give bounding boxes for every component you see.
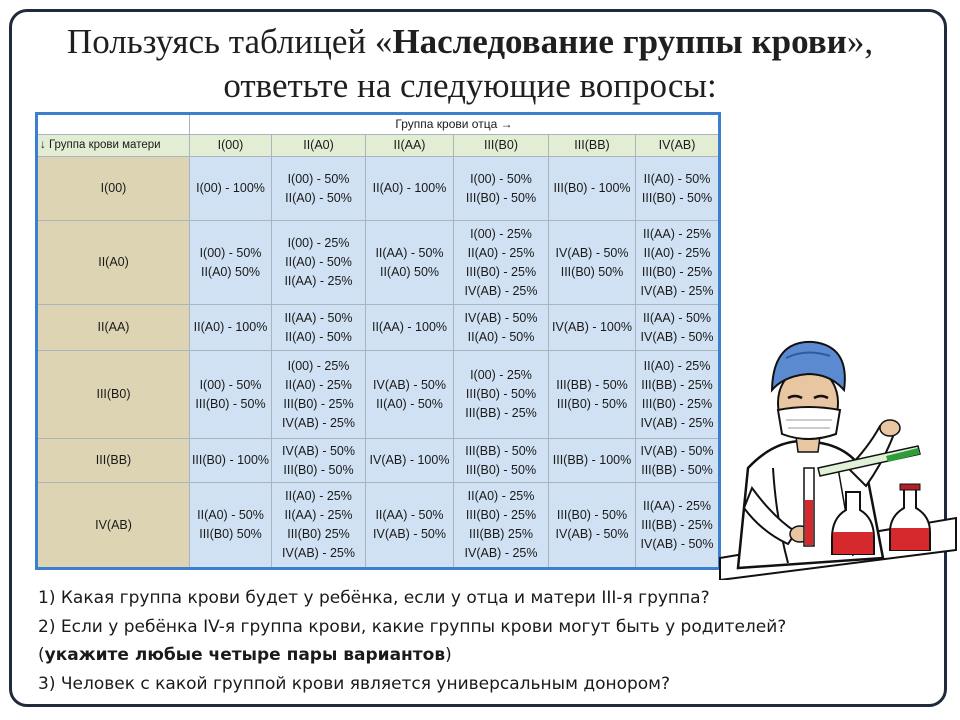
title-bold-phrase: Наследование группы крови: [392, 22, 847, 61]
offspring-probability-cell: [636, 305, 720, 351]
offspring-group-line: I(00) - 25%: [287, 358, 350, 373]
offspring-group-line: II(A0) - 50%: [643, 171, 711, 186]
offspring-probability-cell: [366, 221, 454, 305]
offspring-probability-cell: [272, 157, 366, 221]
offspring-group-line: I(00) - 25%: [287, 236, 350, 250]
offspring-group-line: IV(AB) - 25%: [282, 546, 355, 560]
offspring-probability-cell: [366, 483, 454, 569]
page-title: [30, 20, 910, 108]
question-3: 3) Человек с какой группой крови является универсальным донором?: [38, 673, 671, 694]
offspring-group-line: III(B0) - 50%: [465, 387, 537, 401]
offspring-group-line: III(B0) - 25%: [465, 508, 537, 522]
offspring-probability-cell: [636, 439, 720, 483]
offspring-group-line: II(A0) - 25%: [643, 245, 711, 260]
row-header-mother-group: III(BB): [37, 439, 190, 483]
offspring-group-line: II(A0) - 25%: [285, 489, 352, 503]
offspring-group-line: III(B0) - 100%: [553, 181, 631, 195]
offspring-group-line: IV(AB) - 100%: [369, 453, 450, 467]
offspring-group-line: IV(AB) - 50%: [640, 329, 714, 344]
table-row: [37, 157, 720, 221]
offspring-group-line: II(A0) - 25%: [467, 489, 535, 503]
row-header-mother-group: I(00): [37, 157, 190, 221]
offspring-probability-cell: [549, 305, 636, 351]
offspring-group-line: III(BB) - 50%: [465, 443, 537, 458]
offspring-group-line: IV(AB) - 50%: [373, 527, 446, 541]
offspring-probability-cell: [636, 483, 720, 569]
offspring-group-line: III(B0) 50%: [560, 264, 624, 279]
offspring-group-line: IV(AB) - 50%: [282, 443, 355, 458]
offspring-probability-cell: [366, 305, 454, 351]
question-2-note: (укажите любые четыре пары вариантов): [38, 645, 452, 665]
offspring-probability-cell: [272, 221, 366, 305]
offspring-probability-cell: [454, 157, 549, 221]
table-row: [37, 351, 720, 439]
question-2: 2) Если у ребёнка IV-я группа крови, какие группы крови могут быть у родителей?: [38, 616, 787, 637]
offspring-probability-cell: [366, 439, 454, 483]
offspring-group-line: III(BB) - 50%: [641, 462, 713, 477]
offspring-group-line: III(B0) 50%: [199, 527, 262, 541]
offspring-group-line: III(BB) - 50%: [556, 377, 628, 392]
offspring-group-line: III(B0) - 50%: [556, 396, 628, 411]
offspring-group-line: III(B0) - 50%: [195, 396, 266, 411]
offspring-group-line: IV(AB) - 50%: [555, 245, 629, 260]
offspring-group-line: II(AA) - 50%: [375, 508, 444, 522]
offspring-probability-cell: [549, 439, 636, 483]
offspring-group-line: I(00) - 25%: [470, 368, 532, 382]
offspring-group-line: IV(AB) - 50%: [640, 443, 714, 458]
column-header-father-group: III(BB): [549, 135, 636, 157]
offspring-group-line: II(AA) - 25%: [284, 274, 353, 288]
offspring-probability-cell: [272, 305, 366, 351]
questions-block: [38, 584, 918, 698]
title-line-1: Пользуясь таблицей «Наследование группы крови»,: [66, 22, 874, 61]
offspring-probability-cell: [272, 439, 366, 483]
offspring-group-line: III(B0) - 25%: [283, 396, 354, 411]
offspring-group-line: II(AA) - 50%: [284, 310, 353, 325]
offspring-group-line: II(A0) 50%: [200, 264, 261, 279]
offspring-group-line: II(A0) - 50%: [376, 396, 443, 411]
offspring-probability-cell: [454, 305, 549, 351]
offspring-group-line: III(B0) - 50%: [465, 462, 537, 477]
column-header-father-group: II(AA): [366, 135, 454, 157]
offspring-group-line: III(BB) - 25%: [465, 406, 537, 420]
column-header-father-group: II(A0): [272, 135, 366, 157]
offspring-probability-cell: [366, 351, 454, 439]
offspring-group-line: II(AA) - 25%: [284, 508, 353, 522]
offspring-group-line: IV(AB) - 25%: [282, 415, 355, 430]
offspring-group-line: II(A0) 50%: [379, 264, 440, 279]
offspring-probability-cell: [190, 221, 272, 305]
offspring-probability-cell: [190, 157, 272, 221]
scientist-with-test-tubes-icon: [718, 318, 958, 580]
offspring-group-line: II(AA) - 50%: [375, 245, 444, 260]
row-header-mother-group: II(AA): [37, 305, 190, 351]
offspring-probability-cell: [272, 483, 366, 569]
offspring-probability-cell: [190, 439, 272, 483]
offspring-group-line: IV(AB) - 50%: [555, 527, 629, 541]
offspring-group-line: II(AA) - 25%: [642, 498, 712, 513]
offspring-group-line: IV(AB) - 25%: [464, 283, 538, 298]
table-row: [37, 305, 720, 351]
offspring-group-line: II(A0) - 100%: [372, 181, 447, 195]
offspring-probability-cell: [454, 483, 549, 569]
title-line-2: ответьте на следующие вопросы:: [223, 66, 717, 105]
table-corner-cell: [37, 114, 190, 135]
offspring-group-line: III(BB) - 25%: [641, 517, 713, 532]
offspring-group-line: III(B0) - 50%: [465, 190, 537, 205]
offspring-probability-cell: [549, 157, 636, 221]
offspring-group-line: III(B0) - 25%: [641, 396, 713, 411]
offspring-group-line: IV(AB) - 50%: [640, 536, 714, 551]
offspring-probability-cell: [549, 221, 636, 305]
table-row: [37, 483, 720, 569]
father-blood-group-header: Группа крови отца →: [190, 114, 720, 135]
mother-blood-group-header: ↓ Группа крови матери: [37, 135, 190, 157]
offspring-group-line: III(B0) - 50%: [641, 190, 713, 205]
offspring-group-line: II(A0) - 50%: [285, 329, 352, 344]
offspring-group-line: III(B0) - 50%: [283, 462, 354, 477]
offspring-probability-cell: [272, 351, 366, 439]
offspring-group-line: III(B0) - 25%: [641, 264, 713, 279]
offspring-group-line: IV(AB) - 50%: [373, 377, 446, 392]
offspring-group-line: IV(AB) - 25%: [640, 283, 714, 298]
table-row: [37, 439, 720, 483]
column-header-father-group: III(B0): [454, 135, 549, 157]
offspring-group-line: I(00) - 50%: [470, 171, 532, 186]
table-body: [37, 157, 720, 569]
offspring-group-line: III(BB) - 100%: [552, 453, 632, 467]
offspring-probability-cell: [636, 157, 720, 221]
offspring-group-line: III(B0) 25%: [287, 527, 350, 541]
row-header-mother-group: II(A0): [37, 221, 190, 305]
offspring-group-line: I(00) - 100%: [196, 181, 265, 195]
offspring-probability-cell: [549, 483, 636, 569]
father-header-row: [37, 114, 720, 135]
offspring-group-line: III(BB) 25%: [469, 527, 533, 541]
offspring-group-line: III(B0) - 25%: [465, 264, 537, 279]
offspring-group-line: III(B0) - 50%: [556, 508, 628, 522]
offspring-probability-cell: [636, 351, 720, 439]
offspring-group-line: II(AA) - 50%: [642, 310, 712, 325]
blood-group-inheritance-table: [35, 112, 721, 570]
row-header-mother-group: III(B0): [37, 351, 190, 439]
question-1: 1) Какая группа крови будет у ребёнка, если у отца и матери III-я группа?: [38, 588, 710, 608]
offspring-group-line: II(A0) - 100%: [193, 320, 268, 334]
offspring-group-line: IV(AB) - 25%: [464, 546, 538, 560]
offspring-group-line: II(A0) - 50%: [285, 190, 352, 205]
offspring-group-line: IV(AB) - 50%: [464, 310, 538, 325]
column-header-father-group: IV(AB): [636, 135, 720, 157]
offspring-probability-cell: [190, 305, 272, 351]
offspring-probability-cell: [454, 439, 549, 483]
offspring-group-line: IV(AB) - 25%: [640, 415, 714, 430]
offspring-group-line: II(A0) - 50%: [467, 329, 535, 344]
row-header-mother-group: IV(AB): [37, 483, 190, 569]
offspring-group-line: I(00) - 50%: [199, 245, 262, 260]
offspring-group-line: I(00) - 50%: [287, 171, 350, 186]
offspring-group-line: I(00) - 25%: [470, 226, 532, 241]
offspring-group-line: II(A0) - 25%: [285, 377, 352, 392]
table-row: [37, 221, 720, 305]
offspring-group-line: III(B0) - 100%: [191, 453, 270, 467]
column-header-row: [37, 135, 720, 157]
offspring-group-line: III(BB) - 25%: [641, 377, 713, 392]
offspring-group-line: II(A0) - 25%: [467, 245, 535, 260]
offspring-probability-cell: [549, 351, 636, 439]
column-header-father-group: I(00): [190, 135, 272, 157]
offspring-group-line: II(AA) - 100%: [371, 320, 448, 334]
offspring-probability-cell: [366, 157, 454, 221]
offspring-probability-cell: [636, 221, 720, 305]
offspring-group-line: II(A0) - 25%: [643, 358, 711, 373]
offspring-probability-cell: [454, 221, 549, 305]
offspring-group-line: II(A0) - 50%: [285, 255, 352, 269]
offspring-group-line: IV(AB) - 100%: [552, 320, 632, 334]
offspring-group-line: II(A0) - 50%: [197, 508, 264, 522]
offspring-group-line: I(00) - 50%: [199, 377, 262, 392]
offspring-probability-cell: [190, 351, 272, 439]
offspring-probability-cell: [454, 351, 549, 439]
offspring-probability-cell: [190, 483, 272, 569]
offspring-group-line: II(AA) - 25%: [642, 226, 712, 241]
